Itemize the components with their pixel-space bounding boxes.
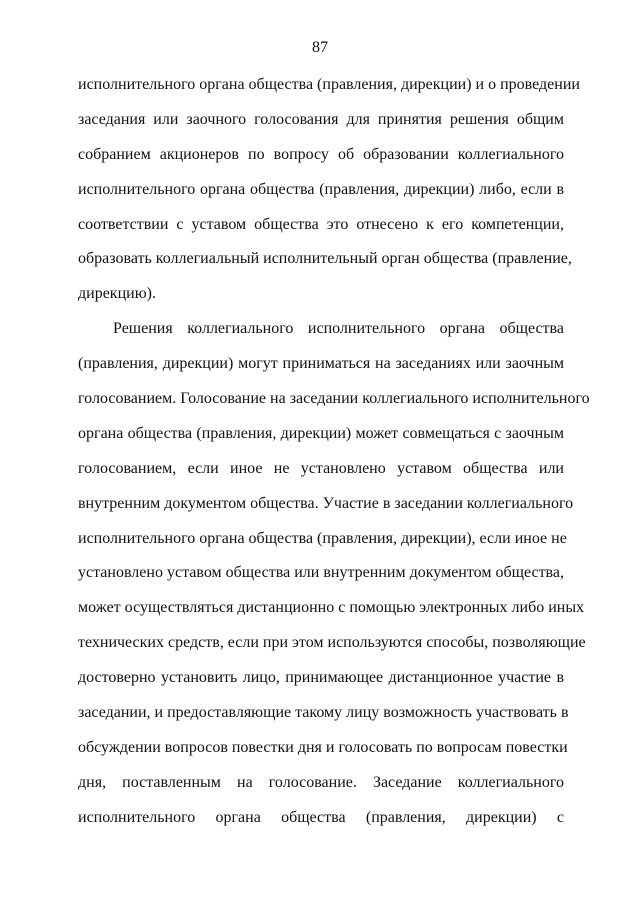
page-number: 87 bbox=[312, 39, 328, 56]
text-line: внутренним документом общества. Участие в заседании коллегиального bbox=[78, 494, 574, 512]
text-line: достоверно установить лицо, принимающее дистанционное участие в bbox=[78, 669, 564, 687]
text-line: Решения коллегиального исполнительного органа общества bbox=[113, 320, 564, 338]
text-line: установлено уставом общества или внутренним документом общества, bbox=[78, 564, 564, 582]
text-line: исполнительного органа общества (правления, дирекции) с bbox=[78, 808, 564, 826]
text-line: дирекцию). bbox=[78, 285, 156, 303]
text-line: голосованием, если иное не установлено уставом общества или bbox=[78, 459, 564, 477]
text-line: собранием акционеров по вопросу об образовании коллегиального bbox=[78, 145, 564, 163]
text-line: органа общества (правления, дирекции) может совмещаться с заочным bbox=[78, 424, 564, 442]
text-line: технических средств, если при этом используются способы, позволяющие bbox=[78, 634, 586, 652]
text-line: соответствии с уставом общества это отнесено к его компетенции, bbox=[78, 215, 564, 233]
text-line: может осуществляться дистанционно с помощью электронных либо иных bbox=[78, 599, 585, 617]
text-line: исполнительного органа общества (правления, дирекции), если иное не bbox=[78, 529, 567, 547]
document-body bbox=[78, 68, 590, 836]
text-line: исполнительного органа общества (правления, дирекции) и о проведении bbox=[78, 76, 580, 93]
text-line: заседания или заочного голосования для принятия решения общим bbox=[78, 110, 564, 128]
text-line: исполнительного органа общества (правления, дирекции) либо, если в bbox=[78, 180, 564, 198]
text-line: голосованием. Голосование на заседании коллегиального исполнительного bbox=[78, 390, 590, 408]
text-line: заседании, и предоставляющие такому лицу возможность участвовать в bbox=[78, 704, 569, 722]
text-line: обсуждении вопросов повестки дня и голосовать по вопросам повестки bbox=[78, 738, 568, 756]
text-line: дня, поставленным на голосование. Заседание коллегиального bbox=[78, 773, 564, 791]
text-line: (правления, дирекции) могут приниматься на заседаниях или заочным bbox=[78, 355, 564, 373]
text-line: образовать коллегиальный исполнительный орган общества (правление, bbox=[78, 250, 572, 268]
